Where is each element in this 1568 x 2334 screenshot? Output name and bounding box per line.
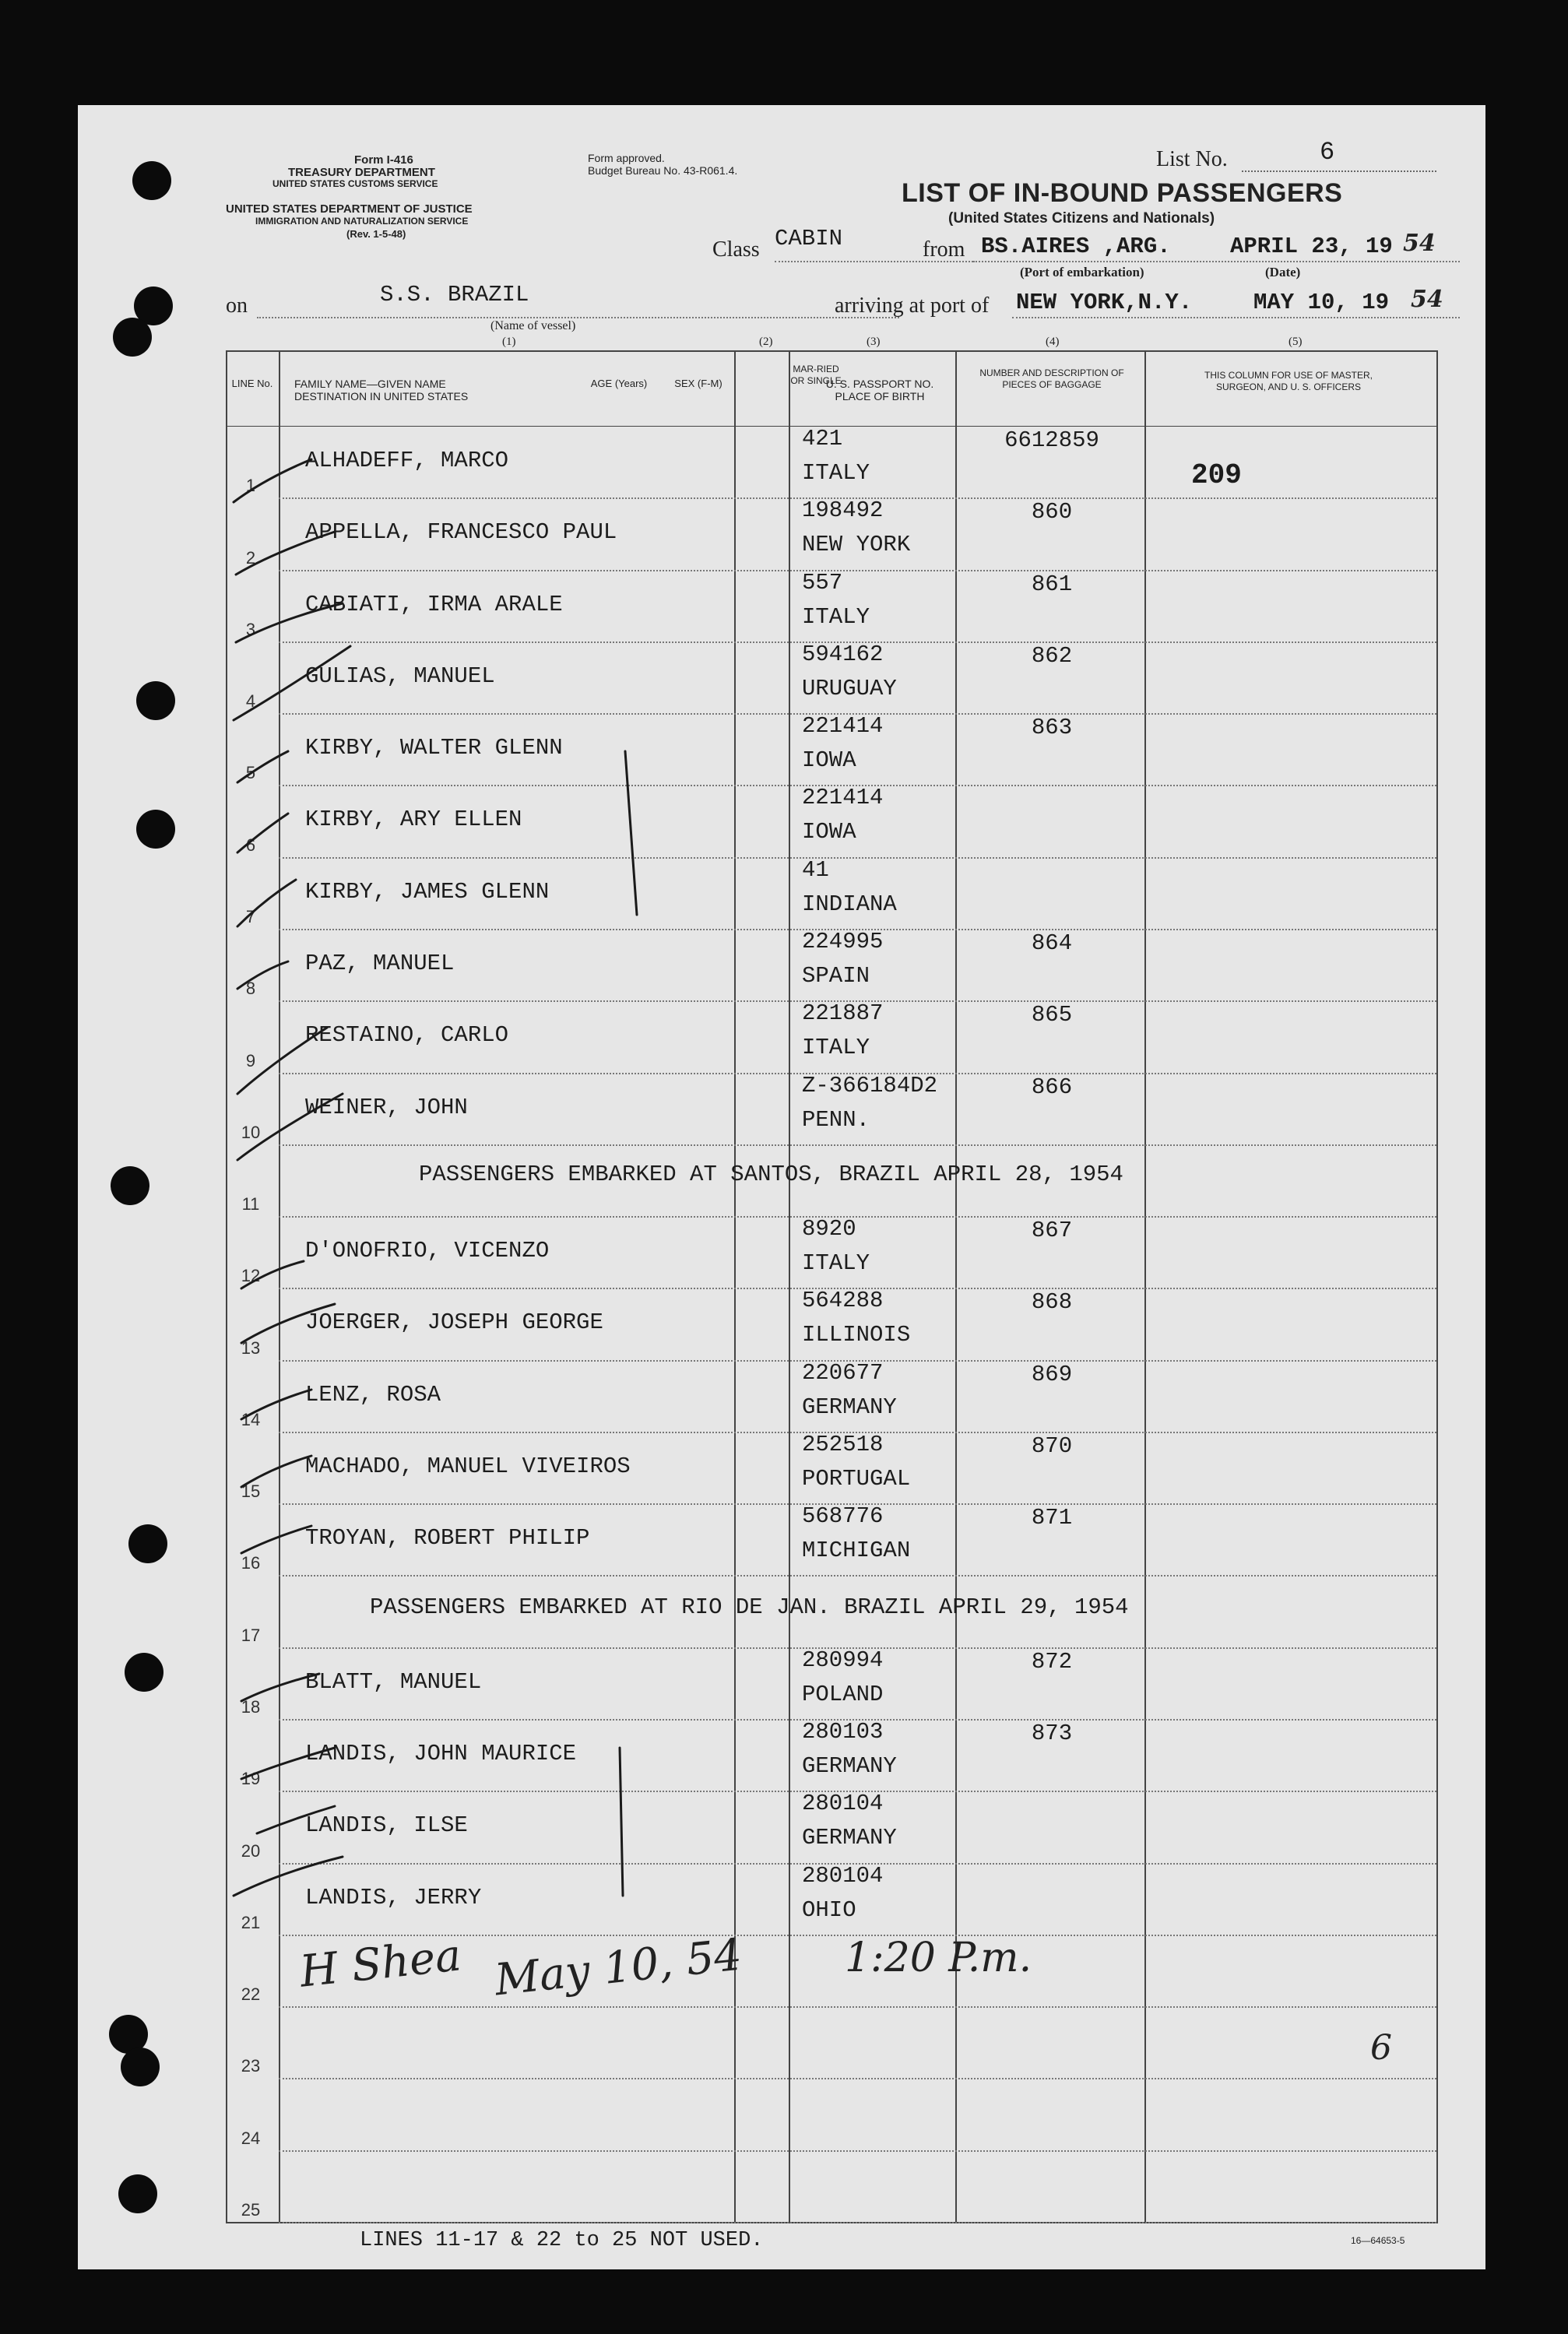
section-santos: PASSENGERS EMBARKED AT SANTOS, BRAZIL APRIL 28, 1954 [419, 1162, 1123, 1187]
row-passport: Z-366184D2 [802, 1072, 938, 1098]
row-line-number: 14 [241, 1409, 261, 1429]
col-header-name: FAMILY NAME—GIVEN NAME [294, 378, 446, 390]
from-port-value: BS.AIRES ,ARG. [981, 234, 1171, 259]
row-birthplace: GERMANY [802, 1394, 897, 1420]
row-line-number: 8 [245, 979, 256, 999]
binder-hole [136, 810, 175, 849]
row-name: KIRBY, ARY ELLEN [305, 807, 522, 833]
row-name: BLATT, MANUEL [305, 1668, 482, 1695]
row-birthplace: NEW YORK [802, 532, 911, 558]
officer-note: 209 [1191, 459, 1242, 491]
handwritten-page-number: 6 [1370, 2028, 1392, 2068]
row-line-number: 3 [245, 619, 256, 639]
row-line-number: 10 [241, 1122, 261, 1142]
row-passport: 41 [802, 856, 829, 883]
row-name: LANDIS, ILSE [305, 1812, 468, 1839]
row-line-number: 18 [241, 1697, 261, 1717]
row-birthplace: PORTUGAL [802, 1465, 911, 1492]
document-sheet [78, 105, 1485, 2269]
row-birthplace: GERMANY [802, 1825, 897, 1851]
form-approved: Form approved. [588, 152, 665, 164]
col-header-destination: DESTINATION IN UNITED STATES [294, 390, 469, 402]
row-birthplace: URUGUAY [802, 675, 897, 701]
treasury-label: TREASURY DEPARTMENT [288, 166, 435, 179]
row-line-number: 2 [245, 547, 256, 568]
col-header-passport: U. S. PASSPORT NO. [825, 378, 934, 390]
row-baggage: 866 [1031, 1074, 1073, 1100]
row-line-number: 17 [241, 1625, 261, 1645]
row-passport: 280103 [802, 1719, 884, 1745]
row-name: TROYAN, ROBERT PHILIP [305, 1525, 590, 1552]
row-passport: 220677 [802, 1359, 884, 1386]
col-header-married: MAR-RIED OR SINGLE [790, 364, 842, 386]
row-passport: 594162 [802, 641, 884, 667]
row-name: KIRBY, JAMES GLENN [305, 878, 550, 905]
col-header-officers: THIS COLUMN FOR USE OF MASTER, SURGEON, AND U. S. OFFICERS [1204, 370, 1373, 392]
col-number-3: (3) [867, 336, 881, 348]
row-birthplace: ITALY [802, 1250, 870, 1277]
row-name: PAZ, MANUEL [305, 950, 455, 976]
list-no-value: 6 [1320, 138, 1335, 167]
row-passport: 221887 [802, 1000, 884, 1027]
row-name: GULIAS, MANUEL [305, 663, 495, 689]
handwritten-date: May 10, 54 [492, 1929, 744, 2006]
row-passport: 280104 [802, 1862, 884, 1889]
row-baggage: 863 [1031, 715, 1073, 741]
row-passport: 280994 [802, 1647, 884, 1673]
row-baggage: 871 [1031, 1505, 1073, 1531]
form-number: Form I-416 [354, 153, 413, 167]
col-number-2: (2) [759, 336, 773, 348]
class-label: Class [712, 237, 760, 262]
row-line-number: 13 [241, 1337, 261, 1358]
row-line-number: 5 [245, 763, 256, 783]
budget-bureau: Budget Bureau No. 43-R061.4. [588, 164, 738, 177]
row-birthplace: MICHIGAN [802, 1538, 911, 1564]
row-birthplace: GERMANY [802, 1753, 897, 1780]
row-line-number: 16 [241, 1553, 261, 1573]
from-date-value: APRIL 23, 19 [1230, 234, 1393, 259]
row-line-number: 9 [245, 1050, 256, 1070]
row-name: CABIATI, IRMA ARALE [305, 591, 563, 617]
row-line-number: 19 [241, 1769, 261, 1789]
port-embarkation-caption: (Port of embarkation) [1020, 265, 1144, 279]
binder-hole [125, 1653, 163, 1692]
row-name: KIRBY, WALTER GLENN [305, 735, 563, 761]
row-baggage: 861 [1031, 571, 1073, 597]
row-passport: 280104 [802, 1791, 884, 1817]
handwritten-time: 1:20 P.m. [845, 1935, 1032, 1981]
row-passport: 198492 [802, 497, 884, 524]
col-header-baggage: NUMBER AND DESCRIPTION OF PIECES OF BAGGAGE [979, 367, 1124, 390]
row-birthplace: ITALY [802, 1035, 870, 1061]
col-number-4: (4) [1046, 336, 1060, 348]
section-rio: PASSENGERS EMBARKED AT RIO DE JAN. BRAZIL APRIL 29, 1954 [370, 1594, 1129, 1620]
row-name: JOERGER, JOSEPH GEORGE [305, 1309, 603, 1336]
col-number-1: (1) [502, 336, 516, 348]
row-name: ALHADEFF, MARCO [305, 448, 509, 473]
arrival-port-value: NEW YORK,N.Y. [1016, 290, 1193, 315]
row-line-number: 4 [245, 691, 256, 712]
binder-hole [121, 2048, 160, 2086]
binder-hole [113, 318, 152, 357]
footer-code: 16—64653-5 [1351, 2235, 1405, 2246]
vessel-caption: (Name of vessel) [490, 319, 576, 332]
row-name: LANDIS, JOHN MAURICE [305, 1741, 577, 1767]
row-passport: 557 [802, 569, 843, 596]
row-birthplace: IOWA [802, 819, 856, 845]
row-name: APPELLA, FRANCESCO PAUL [305, 519, 617, 546]
row-baggage: 862 [1031, 642, 1073, 669]
on-label: on [226, 294, 248, 318]
row-birthplace: ITALY [802, 603, 870, 630]
from-label: from [923, 237, 965, 262]
row-baggage: 865 [1031, 1002, 1073, 1028]
row-line-number: 21 [241, 1912, 261, 1932]
col-header-age: AGE (Years) [590, 378, 648, 389]
page-title: LIST OF IN-BOUND PASSENGERS [902, 178, 1343, 208]
pen-marks [78, 105, 1485, 2269]
row-name: LANDIS, JERRY [305, 1884, 482, 1910]
immigration-label: IMMIGRATION AND NATURALIZATION SERVICE [255, 216, 469, 227]
row-line-number: 25 [241, 2199, 261, 2220]
row-passport: 421 [802, 426, 843, 452]
row-name: MACHADO, MANUEL VIVEIROS [305, 1453, 631, 1479]
arrival-date-value: MAY 10, 19 [1253, 290, 1390, 315]
binder-hole [132, 161, 171, 200]
row-name: WEINER, JOHN [305, 1094, 468, 1120]
row-line-number: 6 [245, 835, 256, 855]
col-number-5: (5) [1289, 336, 1303, 348]
row-baggage: 867 [1031, 1218, 1073, 1244]
binder-hole [111, 1166, 149, 1205]
binder-hole [136, 681, 175, 720]
row-name: D'ONOFRIO, VICENZO [305, 1238, 550, 1264]
row-line-number: 23 [241, 2056, 261, 2076]
binder-hole [128, 1524, 167, 1563]
binder-hole [118, 2174, 157, 2213]
row-baggage: 872 [1031, 1648, 1073, 1675]
row-baggage: 860 [1031, 499, 1073, 526]
row-baggage: 869 [1031, 1361, 1073, 1387]
arriving-label: arriving at port of [835, 294, 990, 318]
row-line-number: 20 [241, 1840, 261, 1861]
footer-note: LINES 11-17 & 22 to 25 NOT USED. [360, 2229, 764, 2252]
row-passport: 564288 [802, 1288, 884, 1314]
row-birthplace: OHIO [802, 1896, 856, 1923]
row-line-number: 1 [245, 476, 256, 496]
row-birthplace: IOWA [802, 747, 856, 774]
row-name: LENZ, ROSA [305, 1381, 441, 1408]
row-birthplace: PENN. [802, 1106, 870, 1133]
row-line-number: 15 [241, 1482, 261, 1502]
row-baggage: 870 [1031, 1432, 1073, 1459]
row-passport: 252518 [802, 1431, 884, 1457]
row-birthplace: INDIANA [802, 891, 897, 917]
revision-label: (Rev. 1-5-48) [346, 228, 406, 240]
col-header-birthplace: PLACE OF BIRTH [835, 390, 925, 402]
row-passport: 221414 [802, 713, 884, 740]
row-line-number: 7 [245, 906, 256, 926]
row-name: RESTAINO, CARLO [305, 1022, 509, 1049]
row-passport: 221414 [802, 785, 884, 811]
class-value: CABIN [775, 226, 843, 251]
row-passport: 224995 [802, 928, 884, 954]
customs-label: UNITED STATES CUSTOMS SERVICE [272, 178, 438, 189]
arrival-year-suffix: 54 [1411, 286, 1443, 313]
row-birthplace: ITALY [802, 460, 870, 486]
row-baggage: 868 [1031, 1289, 1073, 1316]
row-birthplace: ILLINOIS [802, 1322, 911, 1348]
justice-label: UNITED STATES DEPARTMENT OF JUSTICE [226, 202, 473, 216]
row-line-number: 24 [241, 2128, 261, 2148]
col-header-sex: SEX (F-M) [674, 378, 722, 389]
page-subtitle: (United States Citizens and Nationals) [948, 210, 1215, 227]
row-passport: 568776 [802, 1503, 884, 1530]
row-line-number: 12 [241, 1266, 261, 1286]
handwritten-signature: H Shea [297, 1930, 464, 1998]
row-line-number: 11 [241, 1194, 260, 1214]
from-year-suffix: 54 [1403, 230, 1436, 257]
row-birthplace: SPAIN [802, 962, 870, 989]
row-passport: 8920 [802, 1216, 856, 1243]
list-no-label: List No. [1156, 147, 1228, 171]
vessel-value: S.S. BRAZIL [380, 282, 529, 308]
row-birthplace: POLAND [802, 1681, 884, 1707]
row-line-number: 22 [241, 1984, 261, 2005]
row-baggage: 6612859 [1004, 427, 1099, 453]
row-baggage: 873 [1031, 1721, 1073, 1747]
date-caption: (Date) [1265, 265, 1301, 279]
row-baggage: 864 [1031, 930, 1073, 956]
col-header-line-no: LINE No. [231, 378, 273, 389]
